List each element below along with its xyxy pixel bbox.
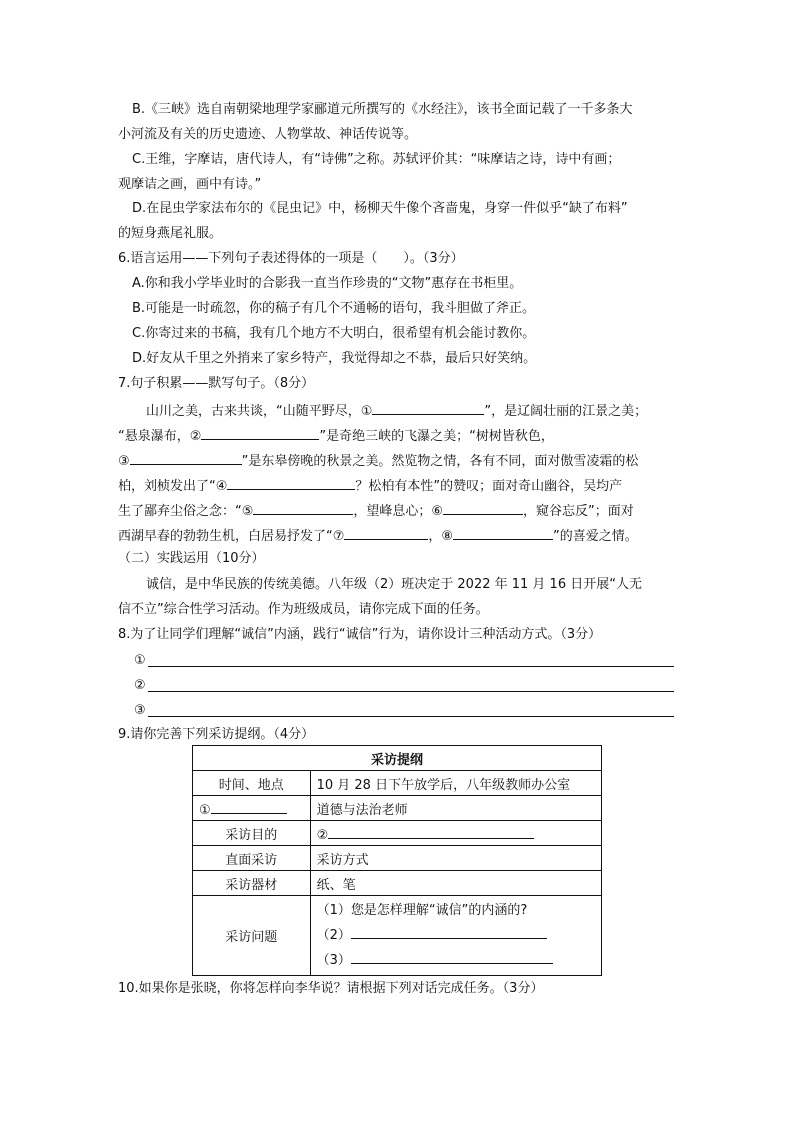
table-answer-blank-3[interactable]	[351, 924, 547, 939]
row-value-purpose: ②	[310, 821, 601, 846]
row-value-equipment: 纸、笔	[310, 871, 601, 896]
q8-answer-line-3[interactable]	[148, 715, 674, 717]
answer-blank-7[interactable]	[344, 525, 428, 540]
row-label-blank-1: ①	[193, 796, 311, 821]
table-answer-blank-1[interactable]	[211, 799, 287, 814]
row-label-questions: 采访问题	[193, 896, 311, 976]
table-title: 采访提纲	[193, 746, 602, 771]
interview-question-3: （3）	[317, 948, 595, 973]
answer-blank-8[interactable]	[453, 525, 553, 540]
q6-option-c: C.你寄过来的书稿，我有几个地方不大明白，很希望有机会能讨教你。	[132, 326, 536, 341]
row-value-questions	[310, 896, 601, 976]
row-value-teacher: 道德与法治老师	[310, 796, 601, 821]
answer-blank-2[interactable]	[201, 425, 319, 440]
interview-question-2: （2）	[317, 923, 595, 948]
answer-blank-6[interactable]	[443, 500, 523, 515]
row-label-purpose: 采访目的	[193, 821, 311, 846]
answer-blank-5[interactable]	[253, 500, 353, 515]
table-row	[193, 821, 602, 846]
option-c-line1: C.王维，字摩诘，唐代诗人，有“诗佛”之称。苏轼评价其：“味摩诘之诗，诗中有画；	[132, 152, 621, 167]
row-label-time-place: 时间、地点	[193, 771, 311, 796]
row-value-interview-method: 采访方式	[310, 846, 601, 871]
q6-option-d: D.好友从千里之外捎来了家乡特产，我觉得却之不恭，最后只好笑纳。	[132, 351, 537, 366]
q8-item-3-label: ③	[134, 703, 146, 718]
q8-item-1-label: ①	[134, 653, 146, 668]
intro-line2: 信不立”综合性学习活动。作为班级成员，请你完成下面的任务。	[118, 602, 489, 617]
interview-outline-table	[192, 745, 602, 976]
q6-option-b: B.可能是一时疏忽，你的稿子有几个不通畅的语句，我斗胆做了斧正。	[132, 301, 536, 316]
option-d-line2: 的短身燕尾礼服。	[118, 226, 223, 241]
row-label-direct-interview: 直面采访	[193, 846, 311, 871]
table-row	[193, 746, 602, 771]
q7-passage-line4: 柏，刘桢发出了“④ ？松柏有本性”的赞叹；面对奇山幽谷，吴均产	[118, 475, 622, 496]
table-row	[193, 896, 602, 976]
q7-passage-line6: 西湖早春的勃勃生机，白居易抒发了“⑦ ，⑧ ”的喜爱之情。	[118, 525, 638, 546]
q7-passage-line5: 生了鄙弃尘俗之念：“⑤ ，望峰息心；⑥ ，窥谷忘反”；面对	[118, 500, 634, 521]
question-8: 8.为了让同学们理解“诚信”内涵，践行“诚信”行为，请你设计三种活动方式。（3分）	[118, 627, 602, 642]
answer-blank-1[interactable]	[372, 400, 484, 415]
question-7: 7.句子积累——默写句子。（8分）	[118, 376, 315, 391]
table-row	[193, 796, 602, 821]
table-answer-blank-2[interactable]	[328, 824, 534, 839]
q8-answer-line-1[interactable]	[148, 665, 674, 667]
q7-passage-line1: 山川之美，古来共谈，“山随平野尽，① ”，是辽阔壮丽的江景之美；	[146, 400, 647, 421]
option-b-line2: 小河流及有关的历史遗迹、人物掌故、神话传说等。	[118, 127, 418, 142]
question-6: 6.语言运用——下列句子表述得体的一项是（ ）。（3分）	[118, 251, 464, 266]
table-row	[193, 771, 602, 796]
section-2-heading: （二）实践运用（10分）	[118, 551, 265, 566]
answer-blank-4[interactable]	[227, 475, 355, 490]
interview-question-1: （1）您是怎样理解“诚信”的内涵的?	[316, 903, 528, 918]
option-b-line1: B.《三峡》选自南朝梁地理学家郦道元所撰写的《水经注》，该书全面记载了一千多条大	[132, 102, 633, 117]
table-row	[193, 846, 602, 871]
table-row	[193, 871, 602, 896]
q8-answer-line-2[interactable]	[148, 690, 674, 692]
q7-passage-line3: ③ ”是东皋傍晚的秋景之美。然览物之情，各有不同，面对傲雪凌霜的松	[118, 450, 638, 471]
question-10: 10.如果你是张晓，你将怎样向李华说？请根据下列对话完成任务。（3分）	[118, 981, 544, 996]
intro-line1: 诚信，是中华民族的传统美德。八年级（2）班决定于 2022 年 11 月 16 日开展“人无	[146, 577, 642, 592]
row-label-equipment: 采访器材	[193, 871, 311, 896]
question-9: 9.请你完善下列采访提纲。（4分）	[118, 727, 315, 742]
q7-passage-line2: “悬泉瀑布，② ”是奇绝三峡的飞瀑之美；“树树皆秋色，	[118, 425, 554, 446]
q6-option-a: A.你和我小学毕业时的合影我一直当作珍贵的“文物”惠存在书柜里。	[132, 276, 523, 291]
option-c-line2: 观摩诘之画，画中有诗。”	[118, 177, 262, 192]
table-answer-blank-4[interactable]	[351, 949, 553, 964]
row-value-time-place: 10 月 28 日下午放学后，八年级教师办公室	[310, 771, 601, 796]
option-d-line1: D.在昆虫学家法布尔的《昆虫记》中，杨柳天牛像个吝啬鬼，身穿一件似乎“缺了布料”	[132, 201, 628, 216]
q8-item-2-label: ②	[134, 678, 146, 693]
answer-blank-3[interactable]	[130, 450, 242, 465]
